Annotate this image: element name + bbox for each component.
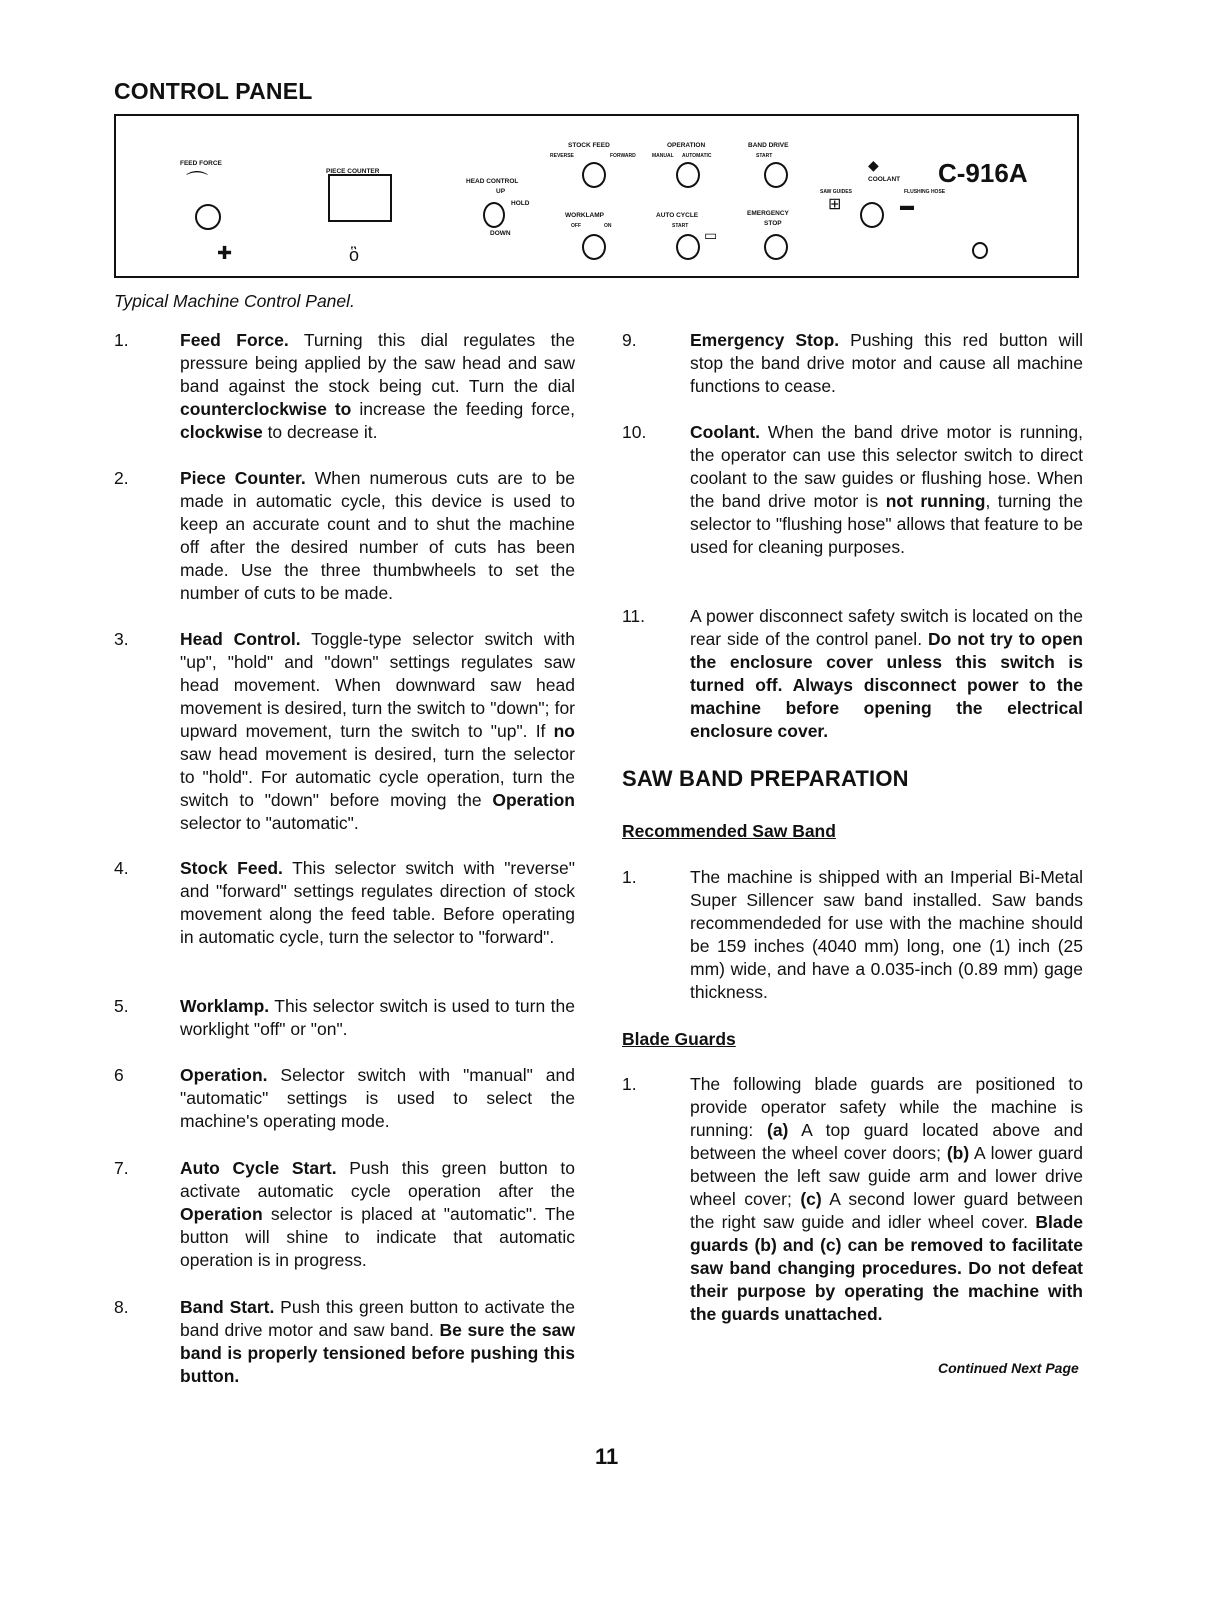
- flushing-hose-label: FLUSHING HOSE: [904, 189, 946, 195]
- item-text: [180, 1064, 575, 1133]
- item-body: A power disconnect safety switch is located on the rear side of the control panel.: [690, 606, 1083, 649]
- worklamp-switch: [582, 234, 606, 260]
- cycle-icon: ▭: [704, 227, 718, 243]
- page-title: CONTROL PANEL: [114, 78, 313, 104]
- continued-note: Continued Next Page: [938, 1360, 1079, 1376]
- item-body: When numerous cuts are to be made in automatic cycle, this device is used to keep an accurate count and to shut the machine off after the desired number of cuts has been made. Use the three thumbwheels to set the number of cuts to be made.: [180, 468, 575, 603]
- item-body: When the band drive motor is running, the operator can use this selector switch to direct coolant to the saw guides or flushing hose. When the band drive motor is: [690, 422, 1083, 511]
- item-body: Selector switch with "manual" and "automatic" settings is used to select the machine's operating mode.: [180, 1065, 575, 1131]
- item-text: [180, 628, 575, 835]
- item-body: Push this green button to activate the band drive motor and saw band.: [180, 1297, 575, 1340]
- head-hold-label: HOLD: [511, 200, 530, 207]
- item-body: The following blade guards are positioned to provide operator safety while the machine is running:: [690, 1074, 1083, 1140]
- saw-guides-label: SAW GUIDES: [820, 189, 852, 195]
- item-emphasis: Operation: [180, 1204, 263, 1224]
- curved-arrow-icon: ⌒: [186, 170, 209, 195]
- stock-forward-label: FORWARD: [610, 153, 636, 159]
- item-body: selector to "automatic".: [180, 813, 359, 833]
- item-number: 11.: [622, 606, 646, 626]
- item-heading: Head Control.: [180, 629, 301, 649]
- coolant-label: COOLANT: [868, 176, 901, 183]
- item-body: increase the feeding force,: [351, 399, 575, 419]
- item-heading: Auto Cycle Start.: [180, 1158, 337, 1178]
- item-emphasis: no: [553, 721, 575, 741]
- head-up-label: UP: [496, 188, 506, 195]
- item-number: 8.: [114, 1297, 129, 1317]
- item-body: , turning the selector to "flushing hose" allows that feature to be used for cleaning purposes.: [690, 491, 1083, 557]
- worklamp-on-label: ON: [604, 223, 612, 229]
- item-heading: Piece Counter.: [180, 468, 306, 488]
- item-body: Pushing this red button will stop the band drive motor and cause all machine functions to cease.: [690, 330, 1083, 396]
- stock-feed-label: STOCK FEED: [568, 142, 610, 149]
- feed-force-label: FEED FORCE: [180, 160, 222, 167]
- item-body: saw head movement is desired, turn the selector to "hold". For automatic cycle operation, turn the switch to "down" before moving the: [180, 744, 575, 810]
- saw-guide-icon: ⊞: [828, 196, 842, 213]
- item-heading: Coolant.: [690, 422, 760, 442]
- power-indicator-light: [972, 242, 988, 259]
- worklamp-label: WORKLAMP: [565, 212, 604, 219]
- head-control-label: HEAD CONTROL: [466, 178, 519, 185]
- item-number: 1.: [622, 867, 637, 887]
- item-emphasis: not running: [885, 491, 986, 511]
- item-emphasis: Be sure the saw band is properly tensioned before pushing this button.: [180, 1320, 575, 1386]
- coolant-switch: [860, 202, 884, 228]
- item-number: 7.: [114, 1158, 129, 1178]
- item-emphasis: Do not try to open the enclosure cover unless this switch is turned off. Always disconnect power to the machine before opening the electrical enclosure cover.: [690, 629, 1083, 741]
- item-heading: Emergency Stop.: [690, 330, 840, 350]
- subsection-heading: Blade Guards: [622, 1029, 736, 1049]
- item-emphasis: (c): [800, 1189, 822, 1209]
- stock-feed-switch: [582, 162, 606, 188]
- item-emphasis: Operation: [492, 790, 575, 810]
- item-number: 3.: [114, 629, 129, 649]
- item-body: selector is placed at "automatic". The button will shine to indicate that automatic operation is in progress.: [180, 1204, 575, 1270]
- item-emphasis: clockwise: [180, 422, 263, 442]
- item-heading: Operation.: [180, 1065, 268, 1085]
- operation-label: OPERATION: [667, 142, 706, 149]
- head-pressure-icon: ✚: [217, 243, 233, 263]
- subsection-heading: Recommended Saw Band: [622, 821, 836, 841]
- item-body: Push this green button to activate automatic cycle operation after the: [180, 1158, 575, 1201]
- flushing-hose-icon: ▬: [900, 197, 914, 213]
- item-heading: Stock Feed.: [180, 858, 283, 878]
- item-body: This selector switch with "reverse" and "forward" settings regulates direction of stock movement along the feed table. Before operating in automatic cycle, turn the selector to "forward".: [180, 858, 575, 947]
- item-text: [180, 1157, 575, 1272]
- item-body: Turning this dial regulates the pressure being applied by the saw head and saw band against the stock being cut. Turn the dial: [180, 330, 575, 396]
- section-heading: SAW BAND PREPARATION: [622, 766, 909, 791]
- item-number: 4.: [114, 858, 129, 878]
- item-text: [180, 467, 575, 605]
- item-text: The machine is shipped with an Imperial Bi-Metal Super Sillencer saw band installed. Saw bands recommendeded for use with the machine should be 159 inches (4040 mm) long, one (1) inch (25 mm) wide, and have a 0.035-inch (0.89 mm) gage thickness.: [690, 867, 1083, 1002]
- item-emphasis: counterclockwise to: [180, 399, 352, 419]
- auto-cycle-button: [676, 234, 700, 260]
- item-text: [690, 605, 1083, 743]
- band-start-button: [764, 162, 788, 188]
- item-text: [180, 995, 575, 1041]
- model-number: C-916A: [938, 158, 1028, 188]
- stock-reverse-label: REVERSE: [550, 153, 574, 159]
- operation-automatic-label: AUTOMATIC: [682, 153, 712, 159]
- band-drive-label: BAND DRIVE: [748, 142, 789, 149]
- item-body: A top guard located above and between the wheel cover doors;: [690, 1120, 1084, 1163]
- item-heading: Worklamp.: [180, 996, 270, 1016]
- page-number: 11: [595, 1444, 619, 1469]
- item-body: This selector switch is used to turn the worklight "off" or "on".: [180, 996, 575, 1039]
- item-number: 1.: [622, 1074, 637, 1094]
- operation-switch: [676, 162, 700, 188]
- item-text: [180, 1296, 575, 1388]
- counter-reset-icon: ὃ: [349, 245, 360, 265]
- item-number: 1.: [114, 330, 129, 350]
- emergency-stop-label: STOP: [764, 220, 782, 227]
- coolant-drop-icon: ◆: [868, 157, 879, 173]
- figure-caption: Typical Machine Control Panel.: [114, 291, 355, 311]
- item-body: Toggle-type selector switch with "up", "hold" and "down" settings regulates saw head movement. When downward saw head movement is desired, turn the switch to "down"; for upward movement, turn the switch to "up". If: [180, 629, 575, 741]
- item-number: 5.: [114, 996, 129, 1016]
- item-number: 6: [114, 1065, 124, 1085]
- emergency-label: EMERGENCY: [747, 210, 789, 217]
- auto-cycle-label: AUTO CYCLE: [656, 212, 699, 219]
- piece-counter-label: PIECE COUNTER: [326, 168, 380, 175]
- item-number: 9.: [622, 330, 637, 350]
- item-number: 2.: [114, 468, 129, 488]
- control-panel-diagram: [114, 114, 1079, 278]
- item-emphasis: (b): [946, 1143, 970, 1163]
- auto-cycle-start-label: START: [672, 223, 689, 229]
- item-text: [180, 857, 575, 949]
- feed-force-dial: [195, 204, 221, 230]
- band-start-label: START: [756, 153, 773, 159]
- item-emphasis: Blade guards (b) and (c) can be removed to facilitate saw band changing procedures. Do not defeat their purpose by operating the machine with the guards unattached.: [690, 1212, 1083, 1324]
- item-body: A second lower guard between the right saw guide and idler wheel cover.: [690, 1189, 1083, 1232]
- item-text: [690, 1073, 1083, 1326]
- item-heading: Feed Force.: [180, 330, 289, 350]
- item-text: [690, 421, 1083, 559]
- head-control-switch: [483, 202, 505, 228]
- item-body: to decrease it.: [262, 422, 378, 442]
- item-heading: Band Start.: [180, 1297, 275, 1317]
- item-body: A lower guard between the left saw guide arm and lower drive wheel cover;: [690, 1143, 1083, 1209]
- item-number: 10.: [622, 422, 647, 442]
- item-emphasis: (a): [767, 1120, 789, 1140]
- item-text: [180, 329, 575, 444]
- worklamp-off-label: OFF: [571, 223, 581, 229]
- piece-counter-window: [328, 174, 392, 222]
- item-text: [690, 329, 1083, 398]
- emergency-stop-button: [764, 234, 788, 260]
- operation-manual-label: MANUAL: [652, 153, 674, 159]
- head-down-label: DOWN: [490, 230, 511, 237]
